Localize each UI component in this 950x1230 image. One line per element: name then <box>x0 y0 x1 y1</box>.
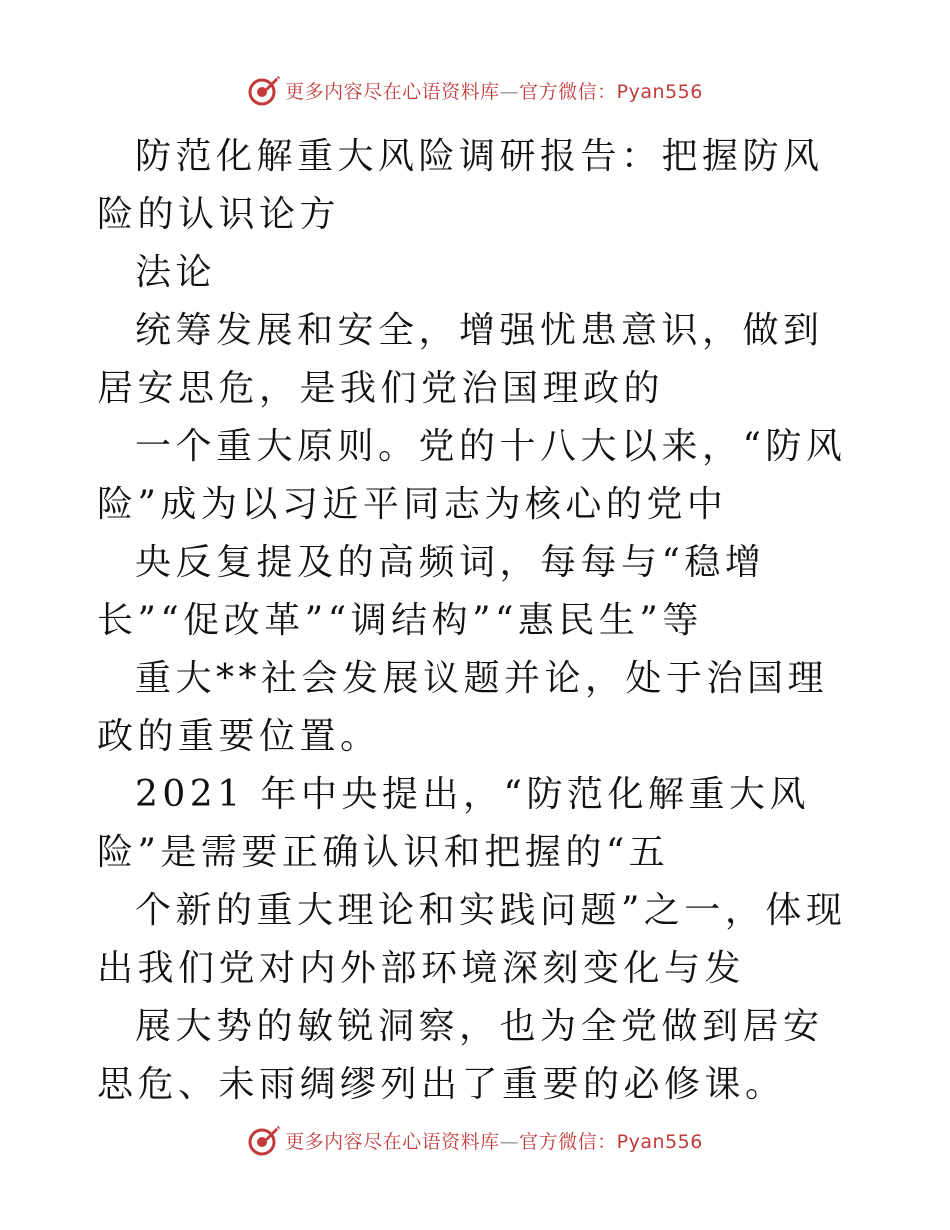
pen-logo-icon <box>247 73 281 107</box>
paragraph-title: 防范化解重大风险调研报告：把握防风险的认识论方 <box>97 136 824 235</box>
pen-logo-icon <box>247 1123 281 1157</box>
paragraph: 央反复提及的高频词，每每与“稳增长”“促改革”“调结构”“惠民生”等 <box>97 542 766 641</box>
banner-wechat: 官方微信：Pyan556 <box>519 1130 703 1153</box>
header-watermark-banner <box>0 70 950 110</box>
paragraph-title-cont: 法论 <box>135 252 217 293</box>
paragraph: 统筹发展和安全，增强忧患意识，做到居安思危，是我们党治国理政的 <box>97 310 824 409</box>
banner-dash: — <box>499 80 520 103</box>
paragraph: 2021 年中央提出，“防范化解重大风险”是需要正确认识和把握的“五 <box>97 774 810 873</box>
banner-dash: — <box>499 1130 520 1153</box>
banner-wechat: 官方微信：Pyan556 <box>519 80 703 103</box>
banner-text: 更多内容尽在心语资料库 <box>285 80 500 103</box>
paragraph: 重大**社会发展议题并论，处于治国理政的重要位置。 <box>97 658 829 757</box>
document-body <box>97 128 857 1114</box>
banner-text: 更多内容尽在心语资料库 <box>285 1130 500 1153</box>
paragraph: 个新的重大理论和实践问题”之一，体现出我们党对内外部环境深刻变化与发 <box>97 890 847 989</box>
paragraph: 一个重大原则。党的十八大以来，“防风险”成为以习近平同志为核心的党中 <box>97 426 847 525</box>
paragraph: 展大势的敏锐洞察，也为全党做到居安思危、未雨绸缪列出了重要的必修课。 <box>97 1006 824 1105</box>
footer-watermark-banner <box>0 1120 950 1160</box>
